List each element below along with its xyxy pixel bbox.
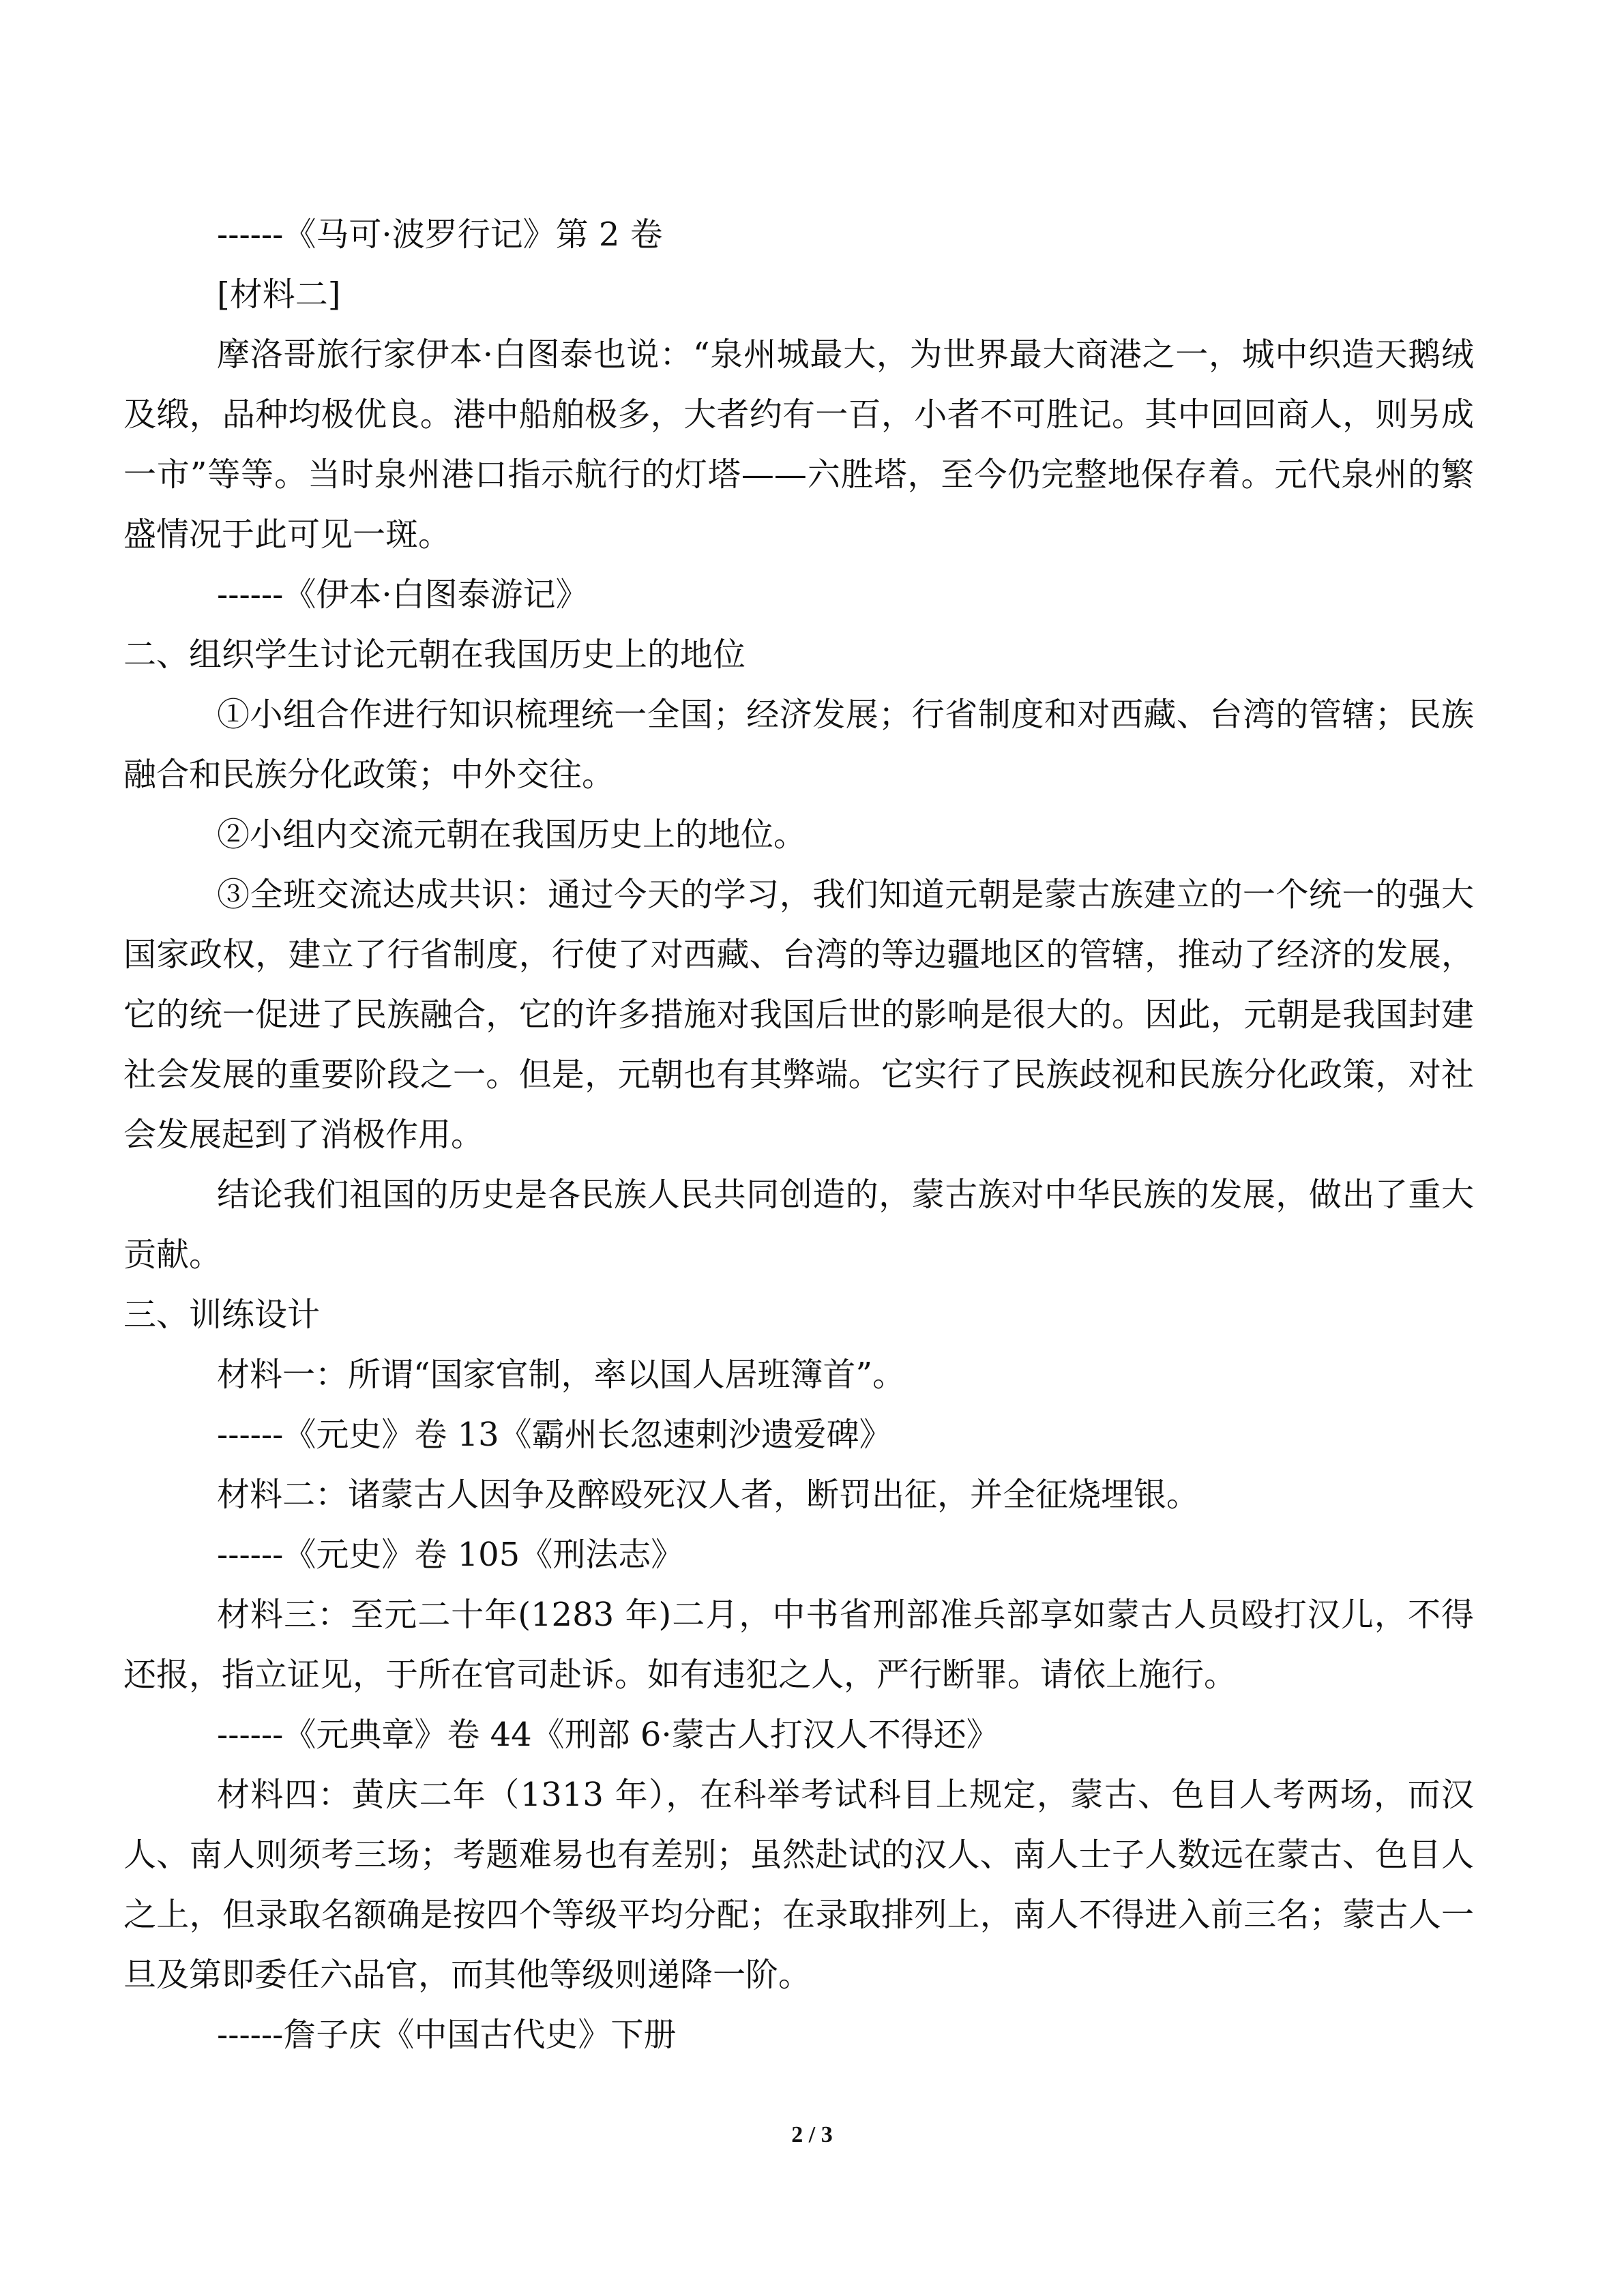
section-heading-two: 二、组织学生讨论元朝在我国历史上的地位 [123, 636, 746, 674]
page-number: 2 / 3 [791, 2122, 833, 2147]
material-two-label: [材料二] [217, 275, 341, 314]
source-citation-marco-polo: ------《马可·波罗行记》第 2 卷 [217, 215, 663, 254]
source-citation-ibn-battuta: ------《伊本·白图泰游记》 [217, 576, 589, 614]
conclusion-paragraph: 结论我们祖国的历史是各民族人民共同创造的，蒙古族对中华民族的发展，做出了重大贡献。 [123, 1176, 1474, 1274]
source-citation-yuandianzhang: ------《元典章》卷 44《刑部 6·蒙古人打汉人不得还》 [217, 1716, 999, 1754]
exercise-material-two: 材料二：诸蒙古人因争及醉殴死汉人者，断罚出征，并全征烧埋银。 [217, 1476, 1200, 1514]
source-citation-yuanshi-105: ------《元史》卷 105《刑法志》 [217, 1536, 684, 1574]
document-body [123, 205, 1474, 2065]
source-citation-yuanshi-13: ------《元史》卷 13《霸州长忽速剌沙遗爱碑》 [217, 1416, 892, 1454]
discussion-step-two: ②小组内交流元朝在我国历史上的地位。 [217, 816, 807, 854]
exercise-material-three: 材料三：至元二十年(1283 年)二月，中书省刑部准兵部享如蒙古人员殴打汉儿，不得还报，指立证见，于所在官司赴诉。如有违犯之人，严行断罪。请依上施行。 [123, 1596, 1474, 1694]
discussion-step-three: ③全班交流达成共识：通过今天的学习，我们知道元朝是蒙古族建立的一个统一的强大国家政权，建立了行省制度，行使了对西藏、台湾的等边疆地区的管辖，推动了经济的发展，它的统一促进了民族融合，它的许多措施对我国后世的影响是很大的。因此，元朝是我国封建社会发展的重要阶段之一。但是，元朝也有其弊端。它实行了民族歧视和民族分化政策，对社会发展起到了消极作用。 [123, 876, 1474, 1154]
material-two-paragraph: 摩洛哥旅行家伊本·白图泰也说：“泉州城最大，为世界最大商港之一，城中织造天鹅绒及缎，品种均极优良。港中船舶极多，大者约有一百，小者不可胜记。其中回回商人，则另成一市”等等。当时泉州港口指示航行的灯塔——六胜塔，至今仍完整地保存着。元代泉州的繁盛情况于此可见一斑。 [123, 336, 1474, 554]
discussion-step-one: ①小组合作进行知识梳理统一全国；经济发展；行省制度和对西藏、台湾的管辖；民族融合和民族分化政策；中外交往。 [123, 696, 1474, 794]
source-citation-zhan-ziqing: ------詹子庆《中国古代史》下册 [217, 2016, 677, 2054]
exercise-material-one: 材料一：所谓“国家官制，率以国人居班簿首”。 [217, 1356, 906, 1394]
exercise-material-four: 材料四：黄庆二年（1313 年），在科举考试科目上规定，蒙古、色目人考两场，而汉人、南人则须考三场；考题难易也有差别；虽然赴试的汉人、南人士子人数远在蒙古、色目人之上，但录取名额确是按四个等级平均分配；在录取排列上，南人不得进入前三名；蒙古人一旦及第即委任六品官，而其他等级则递降一阶。 [123, 1776, 1474, 1994]
section-heading-three: 三、训练设计 [123, 1296, 321, 1334]
